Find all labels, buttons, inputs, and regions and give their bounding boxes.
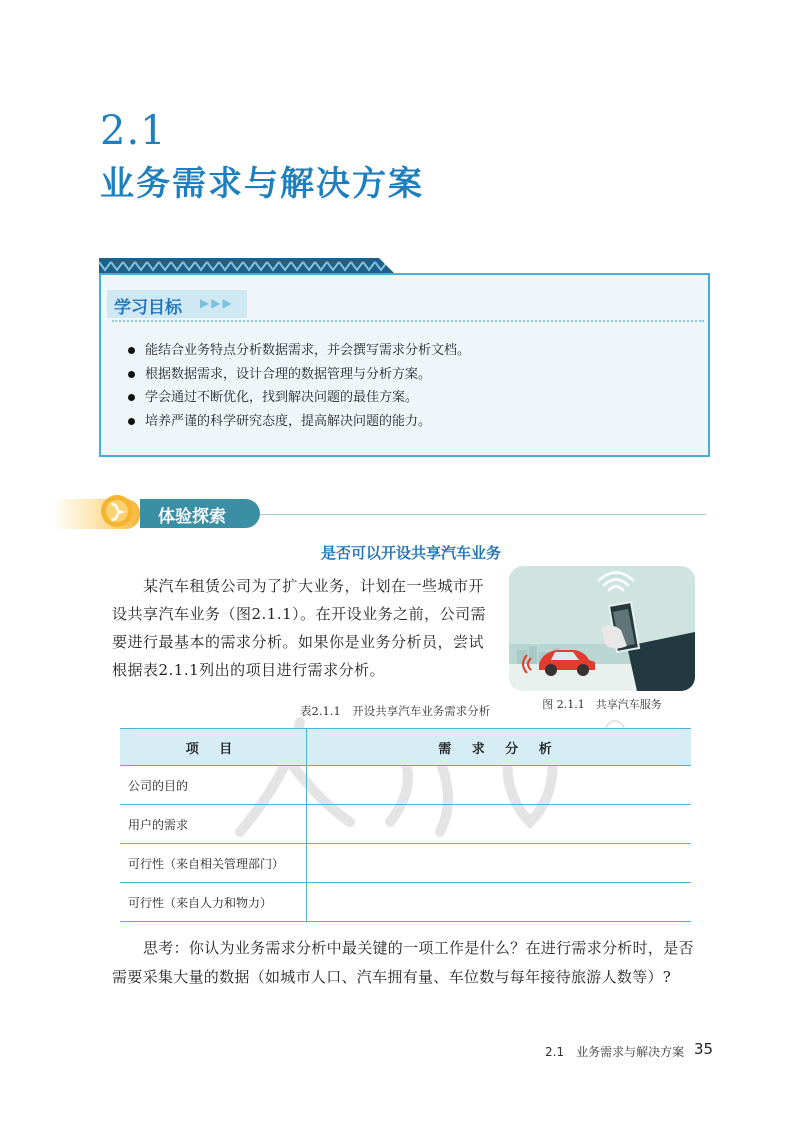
table-cell-item: 公司的目的: [120, 766, 307, 805]
table-header-row: [120, 729, 691, 766]
table-row: [120, 844, 691, 883]
table-cell-analysis: [307, 844, 692, 883]
table-cell-analysis: [307, 766, 692, 805]
table-row: [120, 766, 691, 805]
table-caption: 表2.1.1 开设共享汽车业务需求分析: [300, 704, 491, 718]
explore-label: 体验探索: [158, 507, 226, 527]
objectives-divider: [112, 320, 704, 322]
page-number: 35: [694, 1040, 714, 1058]
explore-paragraph: 某汽车租赁公司为了扩大业务，计划在一些城市开设共享汽车业务（图2.1.1）。在开设业务之前，公司需要进行最基本的需求分析。如果你是业务分析员，尝试根据表2.1.1列出的项目进行需求分析。: [112, 577, 487, 679]
section-number: 2.1: [100, 108, 167, 154]
objectives-label: 学习目标: [114, 298, 182, 318]
table-header-analysis: 需 求 分 析: [307, 729, 692, 766]
table-cell-analysis: [307, 805, 692, 844]
table-cell-item: 用户的需求: [120, 805, 307, 844]
requirements-table: [120, 728, 691, 922]
objectives-arrows-icon: ▶▶▶: [200, 296, 234, 310]
table-row: [120, 883, 691, 922]
explore-title: 是否可以开设共享汽车业务: [320, 544, 501, 562]
shared-car-illustration: [509, 566, 695, 691]
objective-item: 能结合业务特点分析数据需求，并会撰写需求分析文档。: [128, 339, 470, 363]
section-title: 业务需求与解决方案: [100, 164, 424, 204]
thinking-question: 思考：你认为业务需求分析中最关键的一项工作是什么？在进行需求分析时，是否需要采集大量的数据（如城市人口、汽车拥有量、车位数与每年接待旅游人数等）?: [112, 939, 694, 986]
explore-rule: [260, 514, 706, 515]
footer-section-label: 2.1 业务需求与解决方案: [545, 1045, 685, 1059]
table-header-item: 项 目: [120, 729, 307, 766]
table-cell-item: 可行性（来自相关管理部门）: [120, 844, 307, 883]
figure-caption: 图 2.1.1 共享汽车服务: [542, 698, 662, 711]
objectives-list: [128, 339, 470, 433]
objective-item: 根据数据需求，设计合理的数据管理与分析方案。: [128, 363, 470, 387]
objective-item: 学会通过不断优化，找到解决问题的最佳方案。: [128, 386, 470, 410]
objective-item: 培养严谨的科学研究态度，提高解决问题的能力。: [128, 410, 470, 434]
table-cell-item: 可行性（来自人力和物力）: [120, 883, 307, 922]
table-row: [120, 805, 691, 844]
lightbulb-icon: [100, 494, 134, 532]
table-cell-analysis: [307, 883, 692, 922]
objectives-zigzag-band: [99, 258, 395, 274]
